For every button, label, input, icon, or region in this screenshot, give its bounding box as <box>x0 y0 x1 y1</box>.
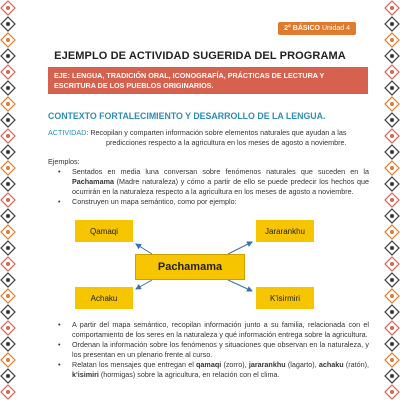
border-dot <box>6 214 10 218</box>
list-item: • Ordenan la información sobre los fenómenos y situaciones que observan en la naturaleza, y los presentan en un plenario frente al curso. <box>64 340 369 360</box>
page-title: EJEMPLO DE ACTIVIDAD SUGERIDA DEL PROGRAMA <box>54 50 346 62</box>
border-dot <box>390 342 394 346</box>
pachamama-term: Pachamama <box>72 177 114 186</box>
border-dot <box>6 262 10 266</box>
border-dot <box>390 326 394 330</box>
border-dot <box>6 310 10 314</box>
arrow-top-left <box>136 244 152 254</box>
border-dot <box>6 358 10 362</box>
border-dot <box>390 86 394 90</box>
grade-label: 2° BÁSICO <box>284 25 321 32</box>
arrow-top-right <box>228 242 252 254</box>
border-dot <box>6 70 10 74</box>
activity-line-2: predicciones respecto a la agricultura en los meses de agosto a noviembre. <box>106 138 347 147</box>
section-title: CONTEXTO FORTALECIMIENTO Y DESARROLLO DE LA LENGUA. <box>48 111 326 121</box>
map-node-pachamama: Pachamama <box>135 254 245 280</box>
term-qamaqi: qamaqi <box>196 360 222 369</box>
map-node-qamaqi: Qamaqi <box>75 220 133 242</box>
border-dot <box>390 358 394 362</box>
border-dot <box>6 22 10 26</box>
border-dot <box>6 374 10 378</box>
border-dot <box>390 70 394 74</box>
border-dot <box>390 230 394 234</box>
border-dot <box>390 22 394 26</box>
border-dot <box>390 214 394 218</box>
border-dot <box>6 86 10 90</box>
border-dot <box>390 390 394 394</box>
border-dot <box>6 390 10 394</box>
list-item <box>64 167 369 197</box>
border-dot <box>390 262 394 266</box>
examples-label: Ejemplos: <box>48 157 80 166</box>
term-kisimiri: k'isimiri <box>72 370 99 379</box>
border-dot <box>6 278 10 282</box>
border-dot <box>390 118 394 122</box>
list-item <box>64 360 369 380</box>
border-dot <box>6 166 10 170</box>
border-dot <box>390 374 394 378</box>
semantic-map <box>60 214 360 324</box>
bullet-5-text: (hormigas) sobre la agricultura, en relación con el clima. <box>98 370 280 379</box>
border-dot <box>390 294 394 298</box>
border-dot <box>390 6 394 10</box>
border-dot <box>390 198 394 202</box>
border-dot <box>390 166 394 170</box>
border-dot <box>390 38 394 42</box>
activity-label: ACTIVIDAD <box>48 128 87 137</box>
border-dot <box>390 134 394 138</box>
border-dot <box>390 310 394 314</box>
border-dot <box>6 182 10 186</box>
activity-description <box>48 128 368 148</box>
bullet-5-text: (zorro), <box>221 360 249 369</box>
border-dot <box>6 198 10 202</box>
bullet-1-text-end: (Madre naturaleza) y cómo a partir de ello se puede predecir los hechos que ocurrirán en la naturaleza respecto a la agricultura en los meses de agosto a noviembre. <box>72 177 369 196</box>
activity-line-1: Recopilan y comparten información sobre elementos naturales que ayudan a las <box>88 128 347 137</box>
eje-banner: EJE: LENGUA, TRADICIÓN ORAL, ICONOGRAFÍA, PRÁCTICAS DE LECTURA Y ESCRITURA DE LOS PUEBLOS ORIGINARIOS. <box>48 67 368 94</box>
arrow-bottom-left <box>136 280 152 289</box>
border-dot <box>6 150 10 154</box>
border-dot <box>6 294 10 298</box>
border-dot <box>6 118 10 122</box>
border-dot <box>6 134 10 138</box>
border-dot <box>6 230 10 234</box>
border-dot <box>6 342 10 346</box>
activity-colon: : <box>86 128 89 137</box>
term-achaku: achaku <box>318 360 344 369</box>
map-node-jararankhu: Jararankhu <box>256 220 314 242</box>
border-dot <box>390 150 394 154</box>
map-node-achaku: Achaku <box>75 287 133 309</box>
bullet-5-text: (lagarto), <box>285 360 319 369</box>
term-jararankhu: jararankhu <box>248 360 286 369</box>
border-dot <box>6 246 10 250</box>
examples-list-bottom <box>64 320 369 380</box>
bullet-5-text: (ratón), <box>343 360 370 369</box>
border-dot <box>6 102 10 106</box>
examples-list-top <box>64 167 369 207</box>
arrow-bottom-right <box>228 280 252 291</box>
grade-unit-badge <box>278 22 356 35</box>
border-dot <box>6 38 10 42</box>
list-item: • A partir del mapa semántico, recopilan información junto a su familia, relacionada con el comportamiento de los seres en la naturaleza y qué información entrega sobre la agricultura. <box>64 320 369 340</box>
list-item: • Construyen un mapa semántico, como por ejemplo: <box>64 197 369 207</box>
bullet-1-text: Sentados en media luna conversan sobre fenómenos naturales que suceden en la <box>72 167 369 176</box>
border-dot <box>390 102 394 106</box>
map-node-kisirmiri: K'isirmiri <box>256 287 314 309</box>
border-dot <box>6 326 10 330</box>
border-dot <box>390 278 394 282</box>
unit-label: Unidad 4 <box>321 25 350 32</box>
bullet-5-text: Relatan los mensajes que entregan el <box>72 360 197 369</box>
border-dot <box>390 246 394 250</box>
border-dot <box>390 182 394 186</box>
border-dot <box>6 6 10 10</box>
